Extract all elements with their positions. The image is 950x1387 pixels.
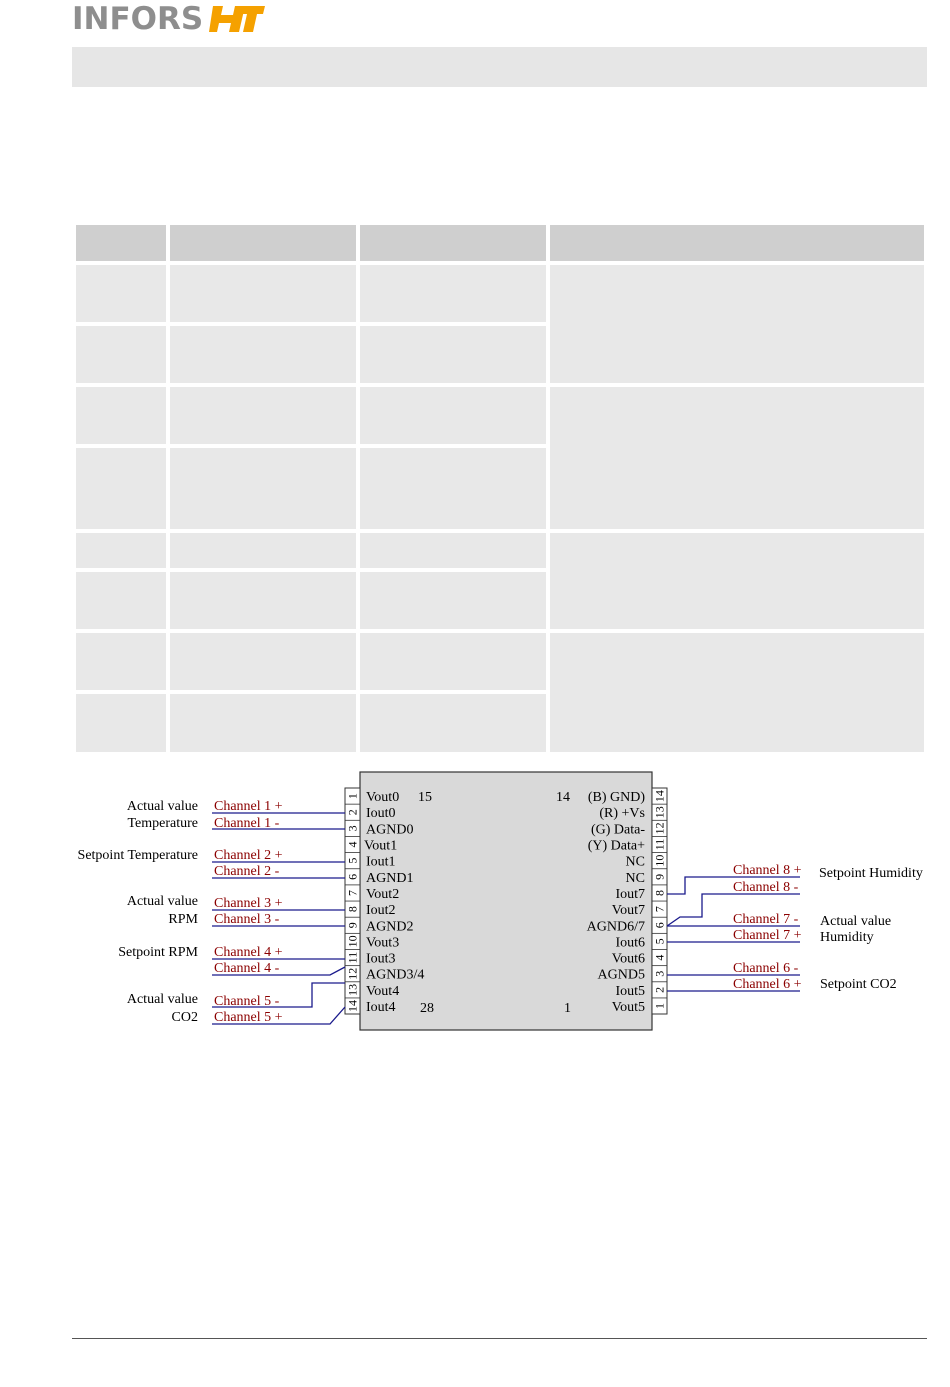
- table-cell: [360, 448, 546, 529]
- channel-label: Channel 2 -: [214, 864, 280, 879]
- pin-number: 2: [345, 809, 360, 816]
- channel-label: Channel 4 +: [214, 945, 283, 960]
- chip-pin-label: (R) +Vs: [599, 806, 645, 822]
- pin-number: 7: [345, 889, 360, 896]
- table-cell: [170, 265, 356, 322]
- table-cell: [76, 326, 166, 383]
- chip-pin-label: (G) Data-: [590, 822, 645, 838]
- chip-pin-label: Iout6: [615, 935, 645, 951]
- chip-pin-label: Iout2: [366, 903, 396, 919]
- table-cell: [170, 448, 356, 529]
- table-cell: [76, 387, 166, 444]
- pin-number: 6: [652, 922, 667, 929]
- table-cell: [76, 572, 166, 629]
- channel-label: Channel 2 +: [214, 848, 283, 863]
- pin-number: 11: [652, 838, 667, 851]
- chip-pin-label: Iout5: [615, 983, 645, 999]
- pin-number: 14: [652, 790, 667, 803]
- table-cell: [76, 633, 166, 690]
- pin-number: 2: [652, 986, 667, 993]
- table-cell: [550, 533, 924, 629]
- pin-number: 8: [345, 906, 360, 913]
- description-label: Actual value: [126, 894, 198, 909]
- logo-text: INFORS: [72, 1, 204, 37]
- pin-number: 5: [345, 857, 360, 864]
- table-header-cell: [550, 225, 924, 261]
- chip-pin-label: AGND2: [366, 919, 414, 935]
- pin-number: 9: [652, 873, 667, 880]
- table-cell: [550, 387, 924, 529]
- channel-label: Channel 7 -: [733, 912, 799, 927]
- chip-pin-label: Vout4: [366, 983, 400, 999]
- pin-number: 4: [652, 954, 667, 961]
- chip-pin-label: AGND1: [366, 870, 414, 886]
- pin-number: 7: [652, 906, 667, 913]
- left-bottom-pin-number: 28: [420, 1001, 434, 1016]
- description-label: Setpoint Humidity: [819, 866, 923, 881]
- table-cell: [170, 533, 356, 568]
- pin-number: 11: [345, 951, 360, 964]
- table-cell: [550, 265, 924, 383]
- pin-number: 5: [652, 938, 667, 945]
- left-top-pin-number: 15: [418, 790, 432, 805]
- channel-label: Channel 6 +: [733, 977, 802, 992]
- table-cell: [360, 572, 546, 629]
- description-label: CO2: [171, 1010, 198, 1025]
- pin-number: 14: [345, 1000, 360, 1013]
- pin-number: 10: [652, 854, 667, 867]
- channel-label: Channel 4 -: [214, 961, 280, 976]
- table-cell: [360, 326, 546, 383]
- pin-number: 10: [345, 935, 360, 948]
- channel-label: Channel 1 +: [214, 799, 283, 814]
- table-cell: [360, 533, 546, 568]
- table-cell: [360, 387, 546, 444]
- table-cell: [76, 265, 166, 322]
- table-cell: [360, 633, 546, 690]
- pin-number: 12: [345, 967, 360, 980]
- chip-pin-label: Vout3: [366, 935, 400, 951]
- table-cell: [76, 694, 166, 752]
- chip-pin-label: Vout1: [364, 838, 398, 854]
- table-cell: [360, 265, 546, 322]
- chip-pin-label: Vout6: [611, 951, 645, 967]
- chip-pin-label: Vout0: [366, 790, 400, 806]
- channel-label: Channel 6 -: [733, 961, 799, 976]
- table-cell: [550, 633, 924, 752]
- description-label: Setpoint Temperature: [77, 848, 198, 863]
- table-cell: [170, 387, 356, 444]
- channel-label: Channel 7 +: [733, 928, 802, 943]
- chip-pin-label: AGND0: [366, 822, 414, 838]
- channel-label: Channel 3 -: [214, 912, 280, 927]
- chip-pin-label: (B) GND): [587, 790, 645, 806]
- chip-pin-label: Iout3: [366, 951, 396, 967]
- description-label: Actual value: [126, 992, 198, 1007]
- chip-pin-label: (Y) Data+: [587, 838, 645, 854]
- channel-label: Channel 1 -: [214, 816, 280, 831]
- chip-pin-label: Iout0: [366, 806, 396, 822]
- channel-label: Channel 8 +: [733, 863, 802, 878]
- chip-pin-label: Vout5: [611, 1000, 645, 1016]
- table-cell: [76, 533, 166, 568]
- chip-pin-label: Iout4: [366, 1000, 396, 1016]
- pin-number: 8: [652, 889, 667, 896]
- description-label: Humidity: [820, 930, 874, 945]
- description-label: Temperature: [127, 816, 198, 831]
- description-label: Actual value: [126, 799, 198, 814]
- pin-number: 12: [652, 822, 667, 835]
- description-label: RPM: [168, 912, 198, 927]
- chip-pin-label: Vout7: [611, 903, 645, 919]
- table-header-cell: [76, 225, 166, 261]
- pin-number: 3: [652, 970, 667, 977]
- right-top-pin-number: 14: [556, 790, 570, 805]
- chip-pin-label: NC: [625, 870, 645, 886]
- description-label: Actual value: [820, 914, 892, 929]
- table-cell: [76, 448, 166, 529]
- table-cell: [170, 694, 356, 752]
- channel-label: Channel 8 -: [733, 880, 799, 895]
- description-label: Setpoint CO2: [820, 977, 897, 992]
- pin-number: 6: [345, 873, 360, 880]
- table-header-cell: [360, 225, 546, 261]
- pin-number: 1: [345, 793, 360, 800]
- right-bottom-pin-number: 1: [564, 1001, 571, 1016]
- description-label: Setpoint RPM: [118, 945, 198, 960]
- chip-pin-label: AGND5: [597, 967, 645, 983]
- table-cell: [170, 326, 356, 383]
- chip-pin-label: AGND3/4: [366, 967, 425, 983]
- chip-pin-label: NC: [625, 854, 645, 870]
- pin-number: 4: [345, 841, 360, 848]
- channel-label: Channel 5 -: [214, 994, 280, 1009]
- pin-number: 1: [652, 1003, 667, 1010]
- channel-label: Channel 3 +: [214, 896, 283, 911]
- infors-ht-logo: [72, 2, 265, 36]
- header-band: [72, 47, 927, 87]
- chip-pin-label: Iout7: [615, 886, 645, 902]
- wiring-diagram: [0, 760, 950, 1050]
- table-cell: [170, 572, 356, 629]
- table-header-cell: [170, 225, 356, 261]
- ht-mark-icon: [209, 4, 265, 34]
- table-cell: [170, 633, 356, 690]
- pin-number: 9: [345, 922, 360, 929]
- pin-number: 13: [652, 806, 667, 819]
- chip-pin-label: Iout1: [366, 854, 396, 870]
- chip-pin-label: Vout2: [366, 886, 400, 902]
- table-cell: [360, 694, 546, 752]
- pin-number: 13: [345, 983, 360, 996]
- footer-rule: [72, 1338, 927, 1339]
- chip-pin-label: AGND6/7: [586, 919, 645, 935]
- pin-number: 3: [345, 825, 360, 832]
- channel-label: Channel 5 +: [214, 1010, 283, 1025]
